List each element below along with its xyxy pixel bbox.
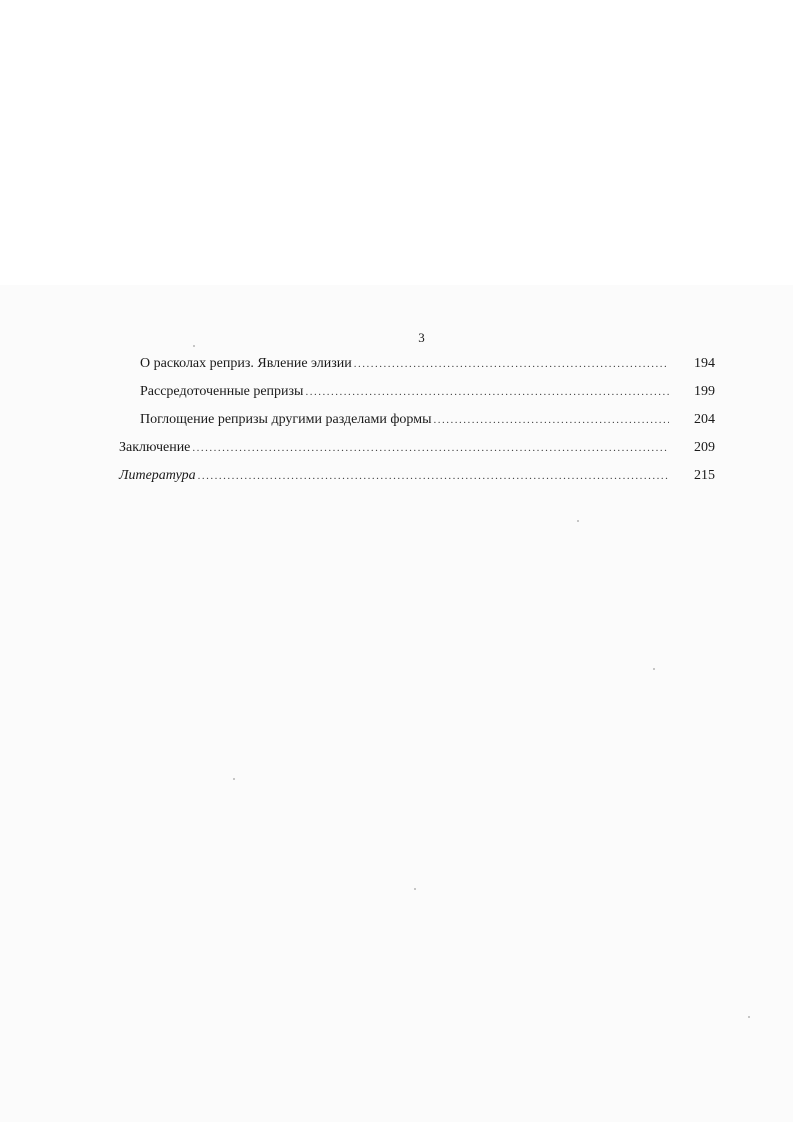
scan-speck — [748, 1016, 750, 1018]
toc-entry-conclusion — [119, 440, 715, 468]
toc-entry-page: 215 — [694, 468, 715, 483]
toc-entry-page: 204 — [694, 412, 715, 427]
table-of-contents — [119, 356, 715, 496]
toc-entry-page: 209 — [694, 440, 715, 455]
toc-entry-page: 194 — [694, 356, 715, 371]
scan-speck — [414, 888, 416, 890]
toc-dot-leader — [192, 442, 669, 454]
scan-speck — [193, 345, 195, 347]
toc-dot-leader — [305, 386, 669, 398]
toc-dot-leader — [433, 414, 669, 426]
toc-entry-elision — [119, 356, 715, 384]
toc-entry-dispersed-reprises — [119, 384, 715, 412]
toc-entry-literature — [119, 468, 715, 496]
scan-speck — [653, 668, 655, 670]
toc-entry-reprise-absorption — [119, 412, 715, 440]
toc-entry-page: 199 — [694, 384, 715, 399]
toc-entry-title: Заключение — [119, 440, 191, 455]
page-number: 3 — [418, 330, 425, 345]
scan-speck — [577, 520, 579, 522]
toc-dot-leader — [198, 470, 669, 482]
toc-entry-title: Литература — [119, 468, 196, 483]
scan-speck — [233, 778, 235, 780]
toc-dot-leader — [354, 358, 669, 370]
toc-entry-title: О расколах реприз. Явление элизии — [140, 356, 352, 371]
toc-entry-title: Рассредоточенные репризы — [140, 384, 304, 399]
toc-entry-title: Поглощение репризы другими разделами формы — [140, 412, 432, 427]
